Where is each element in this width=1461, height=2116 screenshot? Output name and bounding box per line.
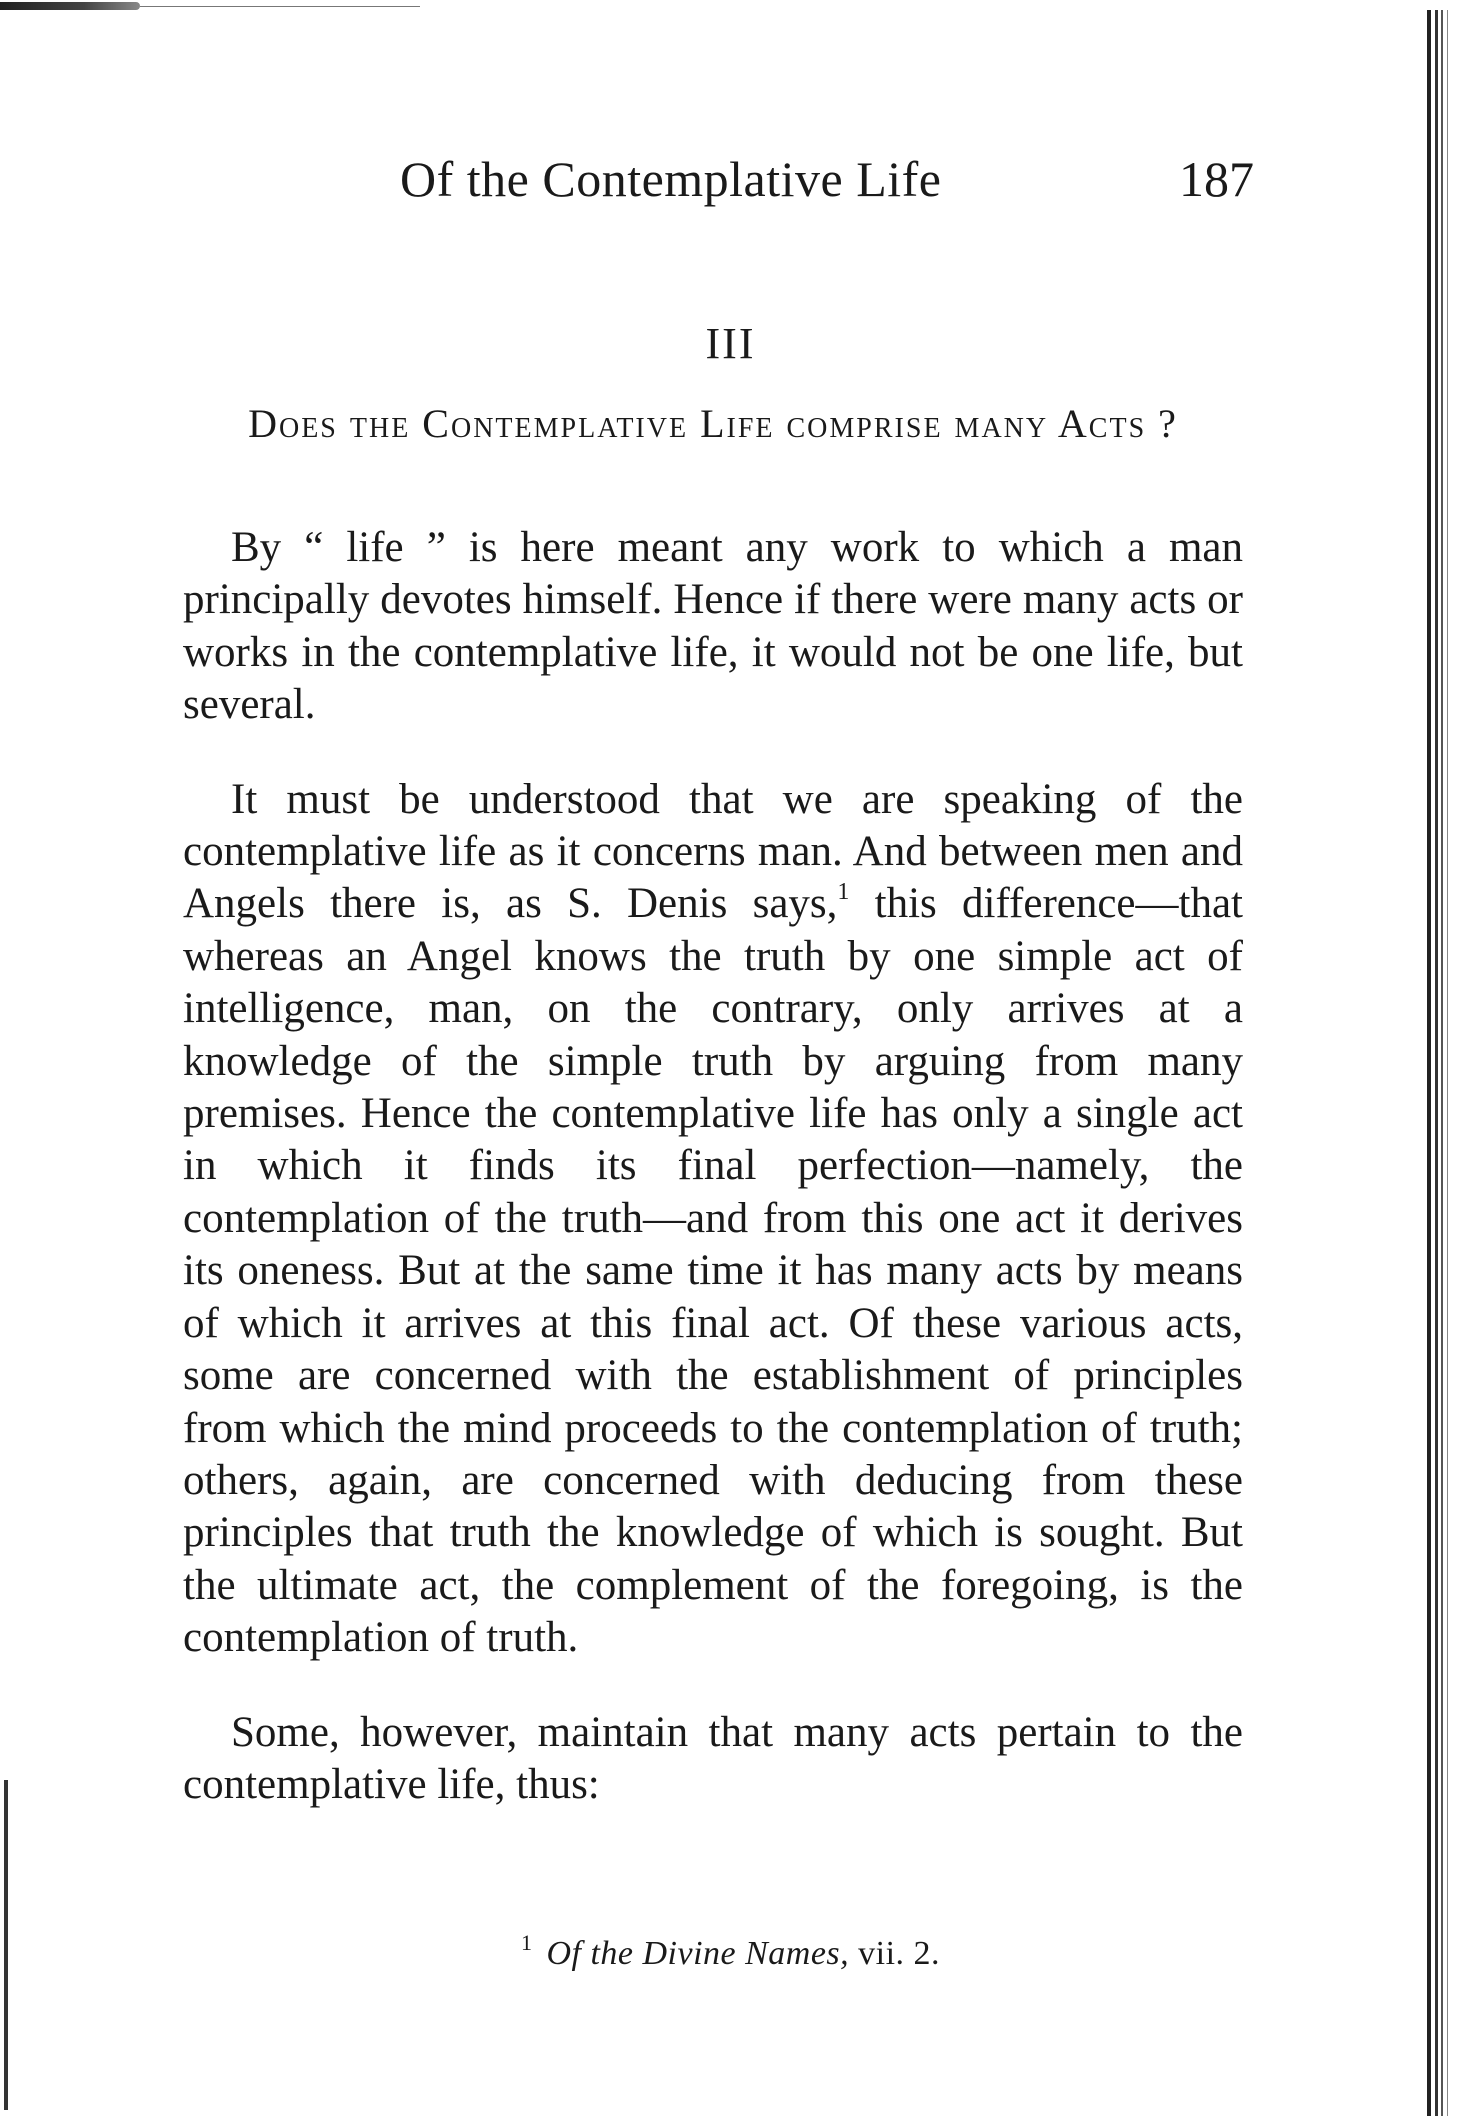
- page-number: 187: [1179, 151, 1254, 207]
- scan-mark-top: [0, 0, 420, 14]
- scan-mark-line: [140, 6, 420, 7]
- scan-mark-bar: [0, 2, 140, 10]
- footnote: [0, 1930, 1461, 1973]
- footnote-reference: 1: [837, 879, 850, 906]
- section-number: III: [705, 319, 756, 368]
- body-text: [183, 522, 1243, 1811]
- paragraph-1: By “ life ” is here meant any work to which a man principally devotes himself. Hence if there were many acts or works in the contemplative life, it would not be one life, but several.: [183, 524, 1243, 729]
- chapter-heading: Does the Contemplative Life comprise many Acts ?: [248, 401, 1178, 446]
- paragraph-2-text-after-note: this difference—that whereas an Angel knows the truth by one simple act of intelligence, man, on the contrary, only arrives at a knowledge of the simple truth by arguing from many premises. Hence the contemplative life has only a single act in which it finds its final perfection—namely, the contemplation of the truth—and from this one act it derives its oneness. But at the same time it has many acts by means of which it arrives at this final act. Of these various acts, some are concerned with the establishment of principles from which the mind proceeds to the contemplation of truth; others, again, are concerned with deducing from these principles that truth the knowledge of which is sought. But the ultimate act, the complement of the foregoing, is the contemplation of truth.: [183, 880, 1243, 1662]
- footnote-marker: 1: [520, 1930, 533, 1955]
- footnote-work-title: Of the Divine Names,: [546, 1935, 850, 1972]
- paragraph-3: Some, however, maintain that many acts pertain to the contemplative life, thus:: [183, 1708, 1243, 1808]
- running-title: Of the Contemplative Life: [400, 151, 942, 207]
- footnote-reference-text: vii. 2.: [858, 1935, 941, 1972]
- paragraph-2-text-before-note: It must be understood that we are speaking of the contemplative life as it concerns man. And between men and Angels there is, as S. Denis says,: [183, 775, 1243, 928]
- running-head: [180, 150, 1260, 220]
- paragraph-2: [183, 774, 1243, 1665]
